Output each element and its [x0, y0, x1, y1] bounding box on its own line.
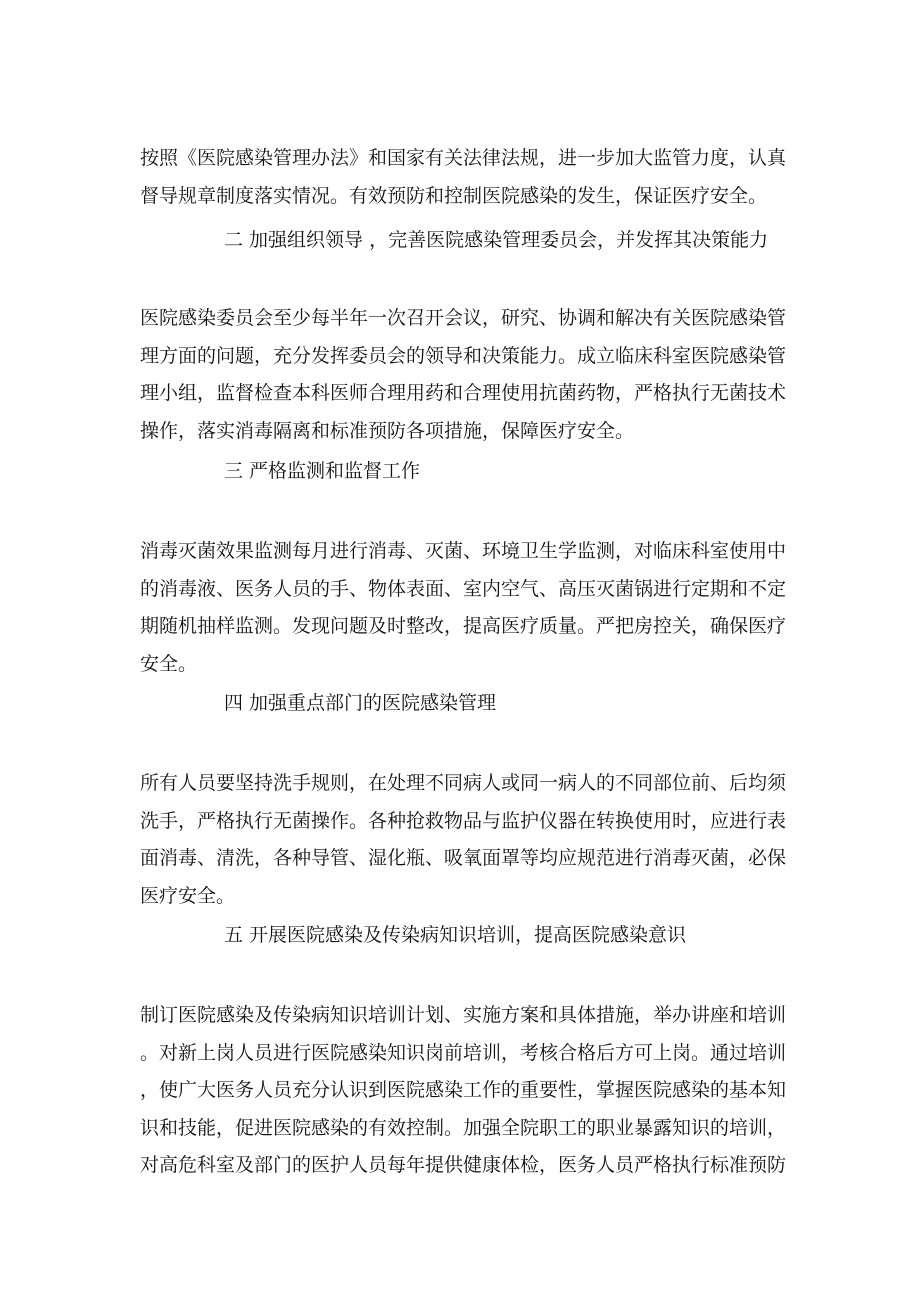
- paragraph-line: 制订医院感染及传染病知识培训计划、实施方案和具体措施，举办讲座和培训: [140, 1004, 787, 1026]
- paragraph-line: 医疗安全。: [140, 884, 236, 907]
- paragraph-line: 安全。: [140, 652, 198, 675]
- paragraph-intro: [140, 140, 787, 215]
- section-heading-4: 四 加强重点部门的医院感染管理: [224, 692, 497, 714]
- paragraph-section-4: [140, 765, 787, 915]
- paragraph-line: 督导规章制度落实情况。有效预防和控制医院感染的发生，保证医疗安全。: [140, 184, 768, 207]
- section-heading-5: 五 开展医院感染及传染病知识培训，提高医院感染意识: [224, 924, 687, 946]
- paragraph-line: 的消毒液、医务人员的手、物体表面、室内空气、高压灭菌锅进行定期和不定: [140, 577, 787, 600]
- paragraph-line: 识和技能，促进医院感染的有效控制。加强全院职工的职业暴露知识的培训，: [140, 1116, 787, 1139]
- paragraph-section-5: [140, 997, 787, 1185]
- paragraph-line: 医院感染委员会至少每半年一次召开会议，研究、协调和解决有关医院感染管: [140, 307, 787, 329]
- paragraph-line: 所有人员要坚持洗手规则，在处理不同病人或同一病人的不同部位前、后均须: [140, 772, 787, 794]
- paragraph-line: 对高危科室及部门的医护人员每年提供健康体检，医务人员严格执行标准预防: [140, 1154, 787, 1177]
- paragraph-section-3: [140, 533, 787, 683]
- paragraph-section-2: [140, 300, 787, 450]
- paragraph-line: ，使广大医务人员充分认识到医院感染工作的重要性，掌握医院感染的基本知: [140, 1079, 787, 1102]
- paragraph-line: 理小组，监督检查本科医师合理用药和合理使用抗菌药物，严格执行无菌技术: [140, 382, 787, 405]
- paragraph-line: 。对新上岗人员进行医院感染知识岗前培训，考核合格后方可上岗。通过培训: [140, 1041, 787, 1064]
- section-heading-3: 三 严格监测和监督工作: [224, 460, 421, 482]
- paragraph-line: 期随机抽样监测。发现问题及时整改，提高医疗质量。严把房控关，确保医疗: [140, 615, 787, 638]
- paragraph-line: 消毒灭菌效果监测每月进行消毒、灭菌、环境卫生学监测，对临床科室使用中: [140, 540, 787, 562]
- paragraph-line: 洗手，严格执行无菌操作。各种抢救物品与监护仪器在转换使用时，应进行表: [140, 809, 787, 832]
- paragraph-line: 理方面的问题，充分发挥委员会的领导和决策能力。成立临床科室医院感染管: [140, 344, 787, 367]
- section-heading-2: 二 加强组织领导 ，完善医院感染管理委员会，并发挥其决策能力: [224, 229, 769, 251]
- paragraph-line: 操作，落实消毒隔离和标准预防各项措施，保障医疗安全。: [140, 419, 635, 442]
- paragraph-line: 按照《医院感染管理办法》和国家有关法律法规，进一步加大监管力度，认真: [140, 147, 787, 169]
- paragraph-line: 面消毒、清洗，各种导管、湿化瓶、吸氧面罩等均应规范进行消毒灭菌，必保: [140, 847, 787, 870]
